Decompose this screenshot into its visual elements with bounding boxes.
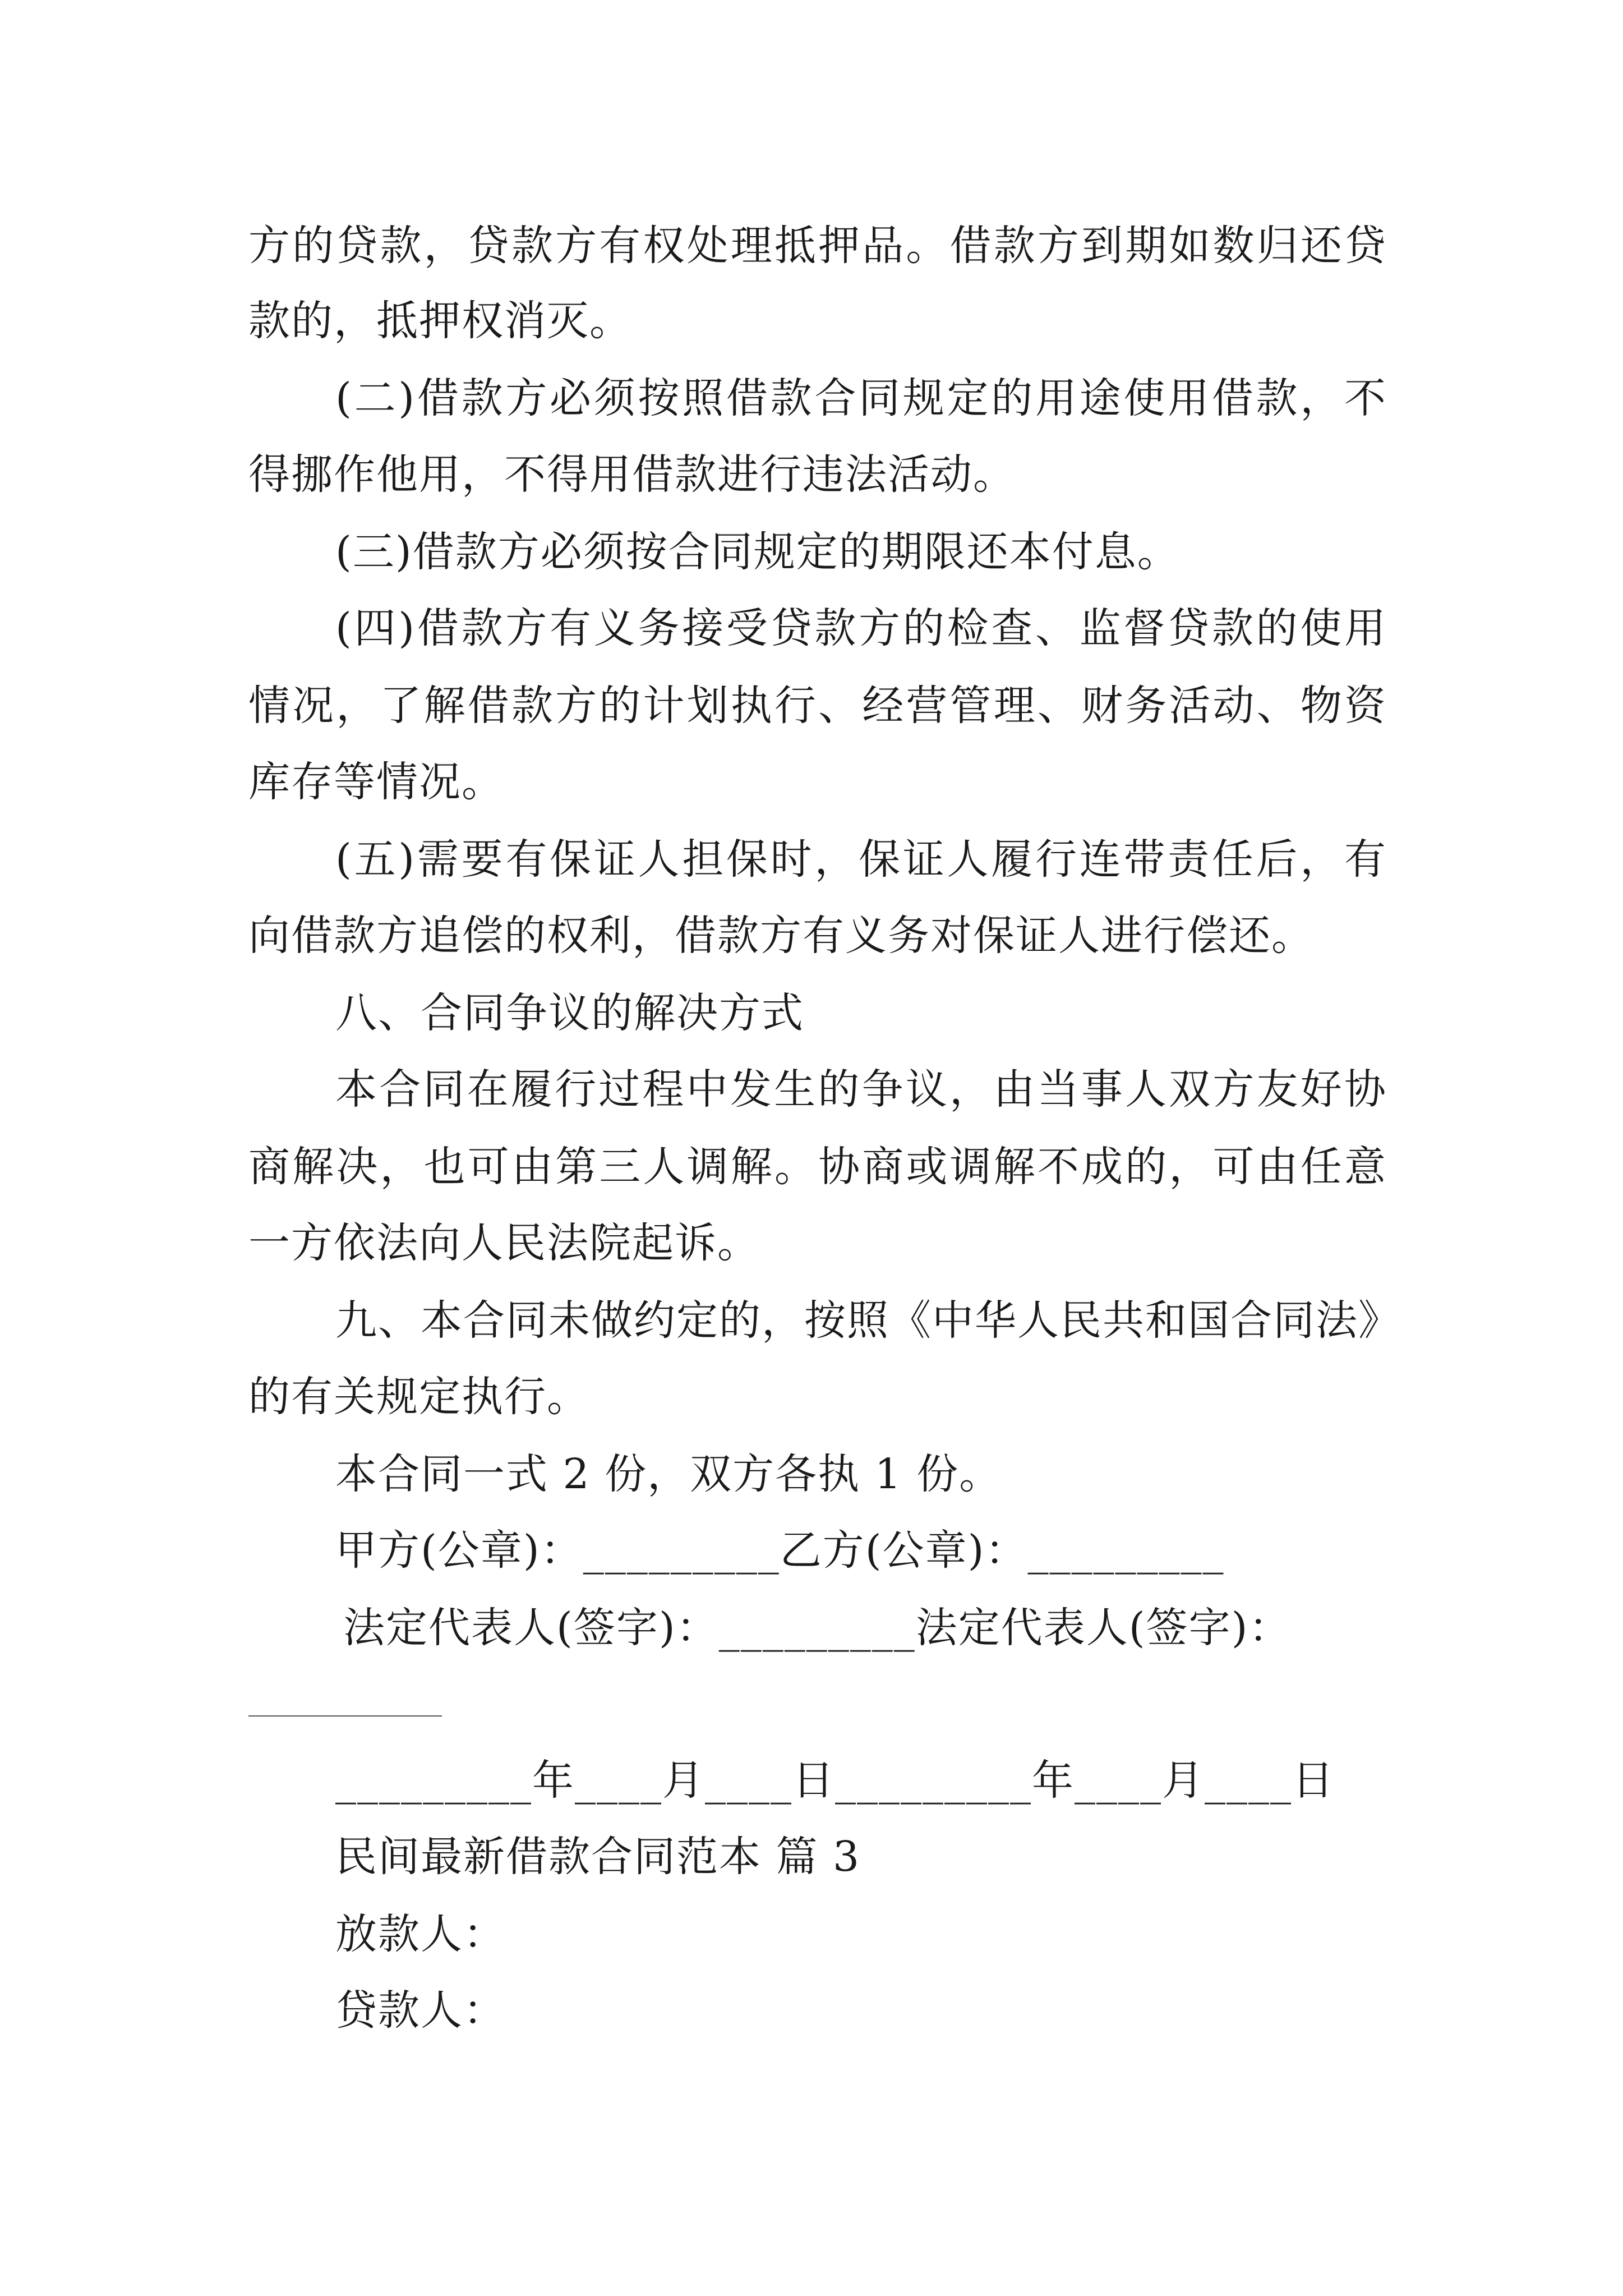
paragraph-line: 款的，抵押权消灭。 [248,297,632,345]
paragraph-line: 方的贷款，贷款方有权处理抵押品。借款方到期如数归还贷 [248,222,1387,270]
dispute-paragraph-line: 本合同在履行过程中发生的争议，由当事人双方友好协 [335,1065,1387,1114]
section-nine-line: 的有关规定执行。 [248,1373,589,1421]
section-title: 民间最新借款合同范本 篇 3 [335,1833,861,1881]
clause-four-line: 情况，了解借款方的计划执行、经营管理、财务活动、物资 [248,682,1387,730]
section-nine-line: 九、本合同未做约定的，按照《中华人民共和国合同法》 [335,1296,1401,1345]
section-heading-dispute: 八、合同争议的解决方式 [335,989,804,1037]
clause-two-line: 得挪作他用，不得用借款进行违法活动。 [248,450,1016,499]
lender-label: 放款人： [335,1910,506,1958]
clause-five-line: 向借款方追偿的权利，借款方有义务对保证人进行偿还。 [248,912,1314,960]
date-line: _________年____月____日_________年____月____日 [335,1756,1335,1805]
representative-signature-line: 法定代表人(签字)：_________法定代表人(签字)： [343,1604,1292,1652]
signature-blank-rule [248,1715,442,1717]
dispute-paragraph-line: 商解决，也可由第三人调解。协商或调解不成的，可由任意 [248,1143,1387,1191]
clause-four-line: (四)借款方有义务接受贷款方的检查、监督贷款的使用 [335,604,1387,652]
clause-five-line: (五)需要有保证人担保时，保证人履行连带责任后，有 [335,835,1387,884]
seal-signature-line: 甲方(公章)：_________乙方(公章)：_________ [335,1526,1225,1575]
copies-statement: 本合同一式 2 份，双方各执 1 份。 [335,1450,1002,1498]
dispute-paragraph-line: 一方依法向人民法院起诉。 [248,1219,760,1267]
clause-three-line: (三)借款方必须按合同规定的期限还本付息。 [335,528,1180,576]
clause-two-line: (二)借款方必须按照借款合同规定的用途使用借款，不 [335,374,1387,422]
clause-four-line: 库存等情况。 [248,758,504,806]
borrower-label: 贷款人： [335,1986,506,2035]
